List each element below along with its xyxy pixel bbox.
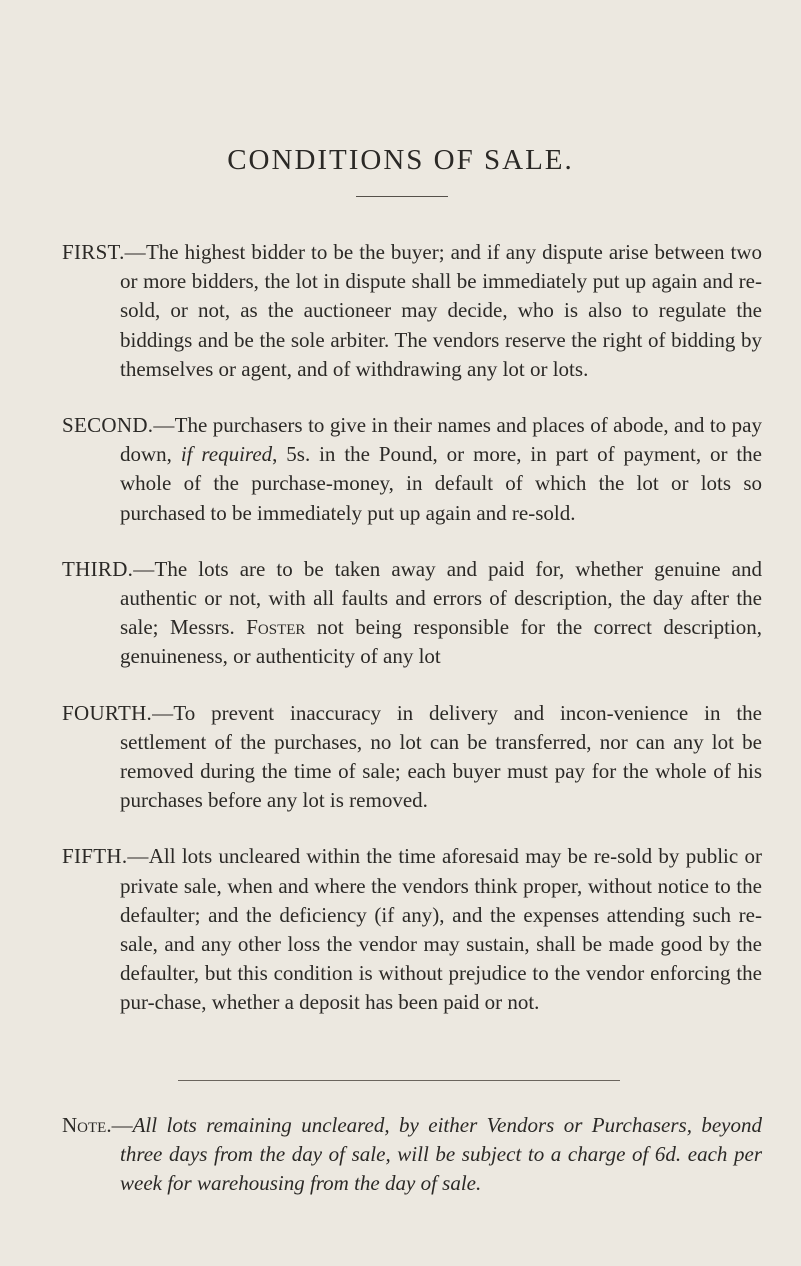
conditions-list — [62, 238, 762, 1045]
page-title: CONDITIONS OF SALE. — [227, 144, 574, 176]
condition-lead: FIRST.— — [62, 240, 146, 264]
note-divider — [178, 1080, 620, 1081]
condition-third — [62, 555, 762, 672]
warehousing-note — [62, 1111, 762, 1199]
condition-lead: THIRD.— — [62, 556, 155, 581]
condition-text: All lots uncleared within the time aforesaid may be re-sold by public or private sale, when and where the vendors think proper, without notice to the defaulter; and the deficiency (if any), and the expenses attending such re-sale, and any other loss the vendor may sustain, shall be made good by the defaulter, but this condition is without prejudice to the vendor enforcing the pur-chase, whether a deposit has been paid or not. — [120, 844, 762, 1015]
condition-lead: FIFTH.— — [62, 844, 149, 869]
condition-second — [62, 411, 762, 528]
condition-first — [62, 238, 762, 384]
note-label: Note.— — [62, 1113, 133, 1137]
note-text: All lots remaining uncleared, by either Vendors or Purchasers, beyond three days from the day of sale, will be subject to a charge of 6d. each per week for warehousing from the day of sale. — [120, 1113, 762, 1196]
condition-lead: FOURTH.— — [62, 700, 174, 725]
condition-text: The lots are to be taken away and paid for, whether genuine and authentic or not, with all faults and errors of description, the day after the sale; Messrs. — [120, 556, 762, 640]
condition-text: To prevent inaccuracy in delivery and incon-venience in the settlement of the purchases, no lot can be transferred, nor can any lot be removed during the time of sale; each buyer must pay for the whole of his purchases before any lot is removed. — [120, 700, 762, 813]
condition-text: , 5s. in the Pound, or more, in part of payment, or the whole of the purchase-money, in default of which the lot or lots so purchased to be immediately put up again and re-sold. — [120, 442, 762, 525]
condition-text: not being responsible for the correct description, genuineness, or authenticity of any lot — [120, 615, 762, 669]
condition-lead: SECOND.— — [62, 413, 175, 438]
condition-fourth — [62, 699, 762, 816]
title-divider — [356, 196, 448, 197]
condition-text: The highest bidder to be the buyer; and if any dispute arise between two or more bidders, the lot in dispute shall be immediately put up again and re-sold, or not, as the auctioneer may decide, who is also to regulate the biddings and be the sole arbiter. The vendors reserve the right of bidding by themselves or agent, and of withdrawing any lot or lots. — [120, 240, 762, 381]
condition-fifth — [62, 842, 762, 1017]
condition-emphasis: if required — [180, 442, 273, 467]
condition-text: The purchasers to give in their names and places of abode, and to pay down, — [120, 413, 762, 467]
auctioneer-name: Foster — [246, 615, 306, 640]
